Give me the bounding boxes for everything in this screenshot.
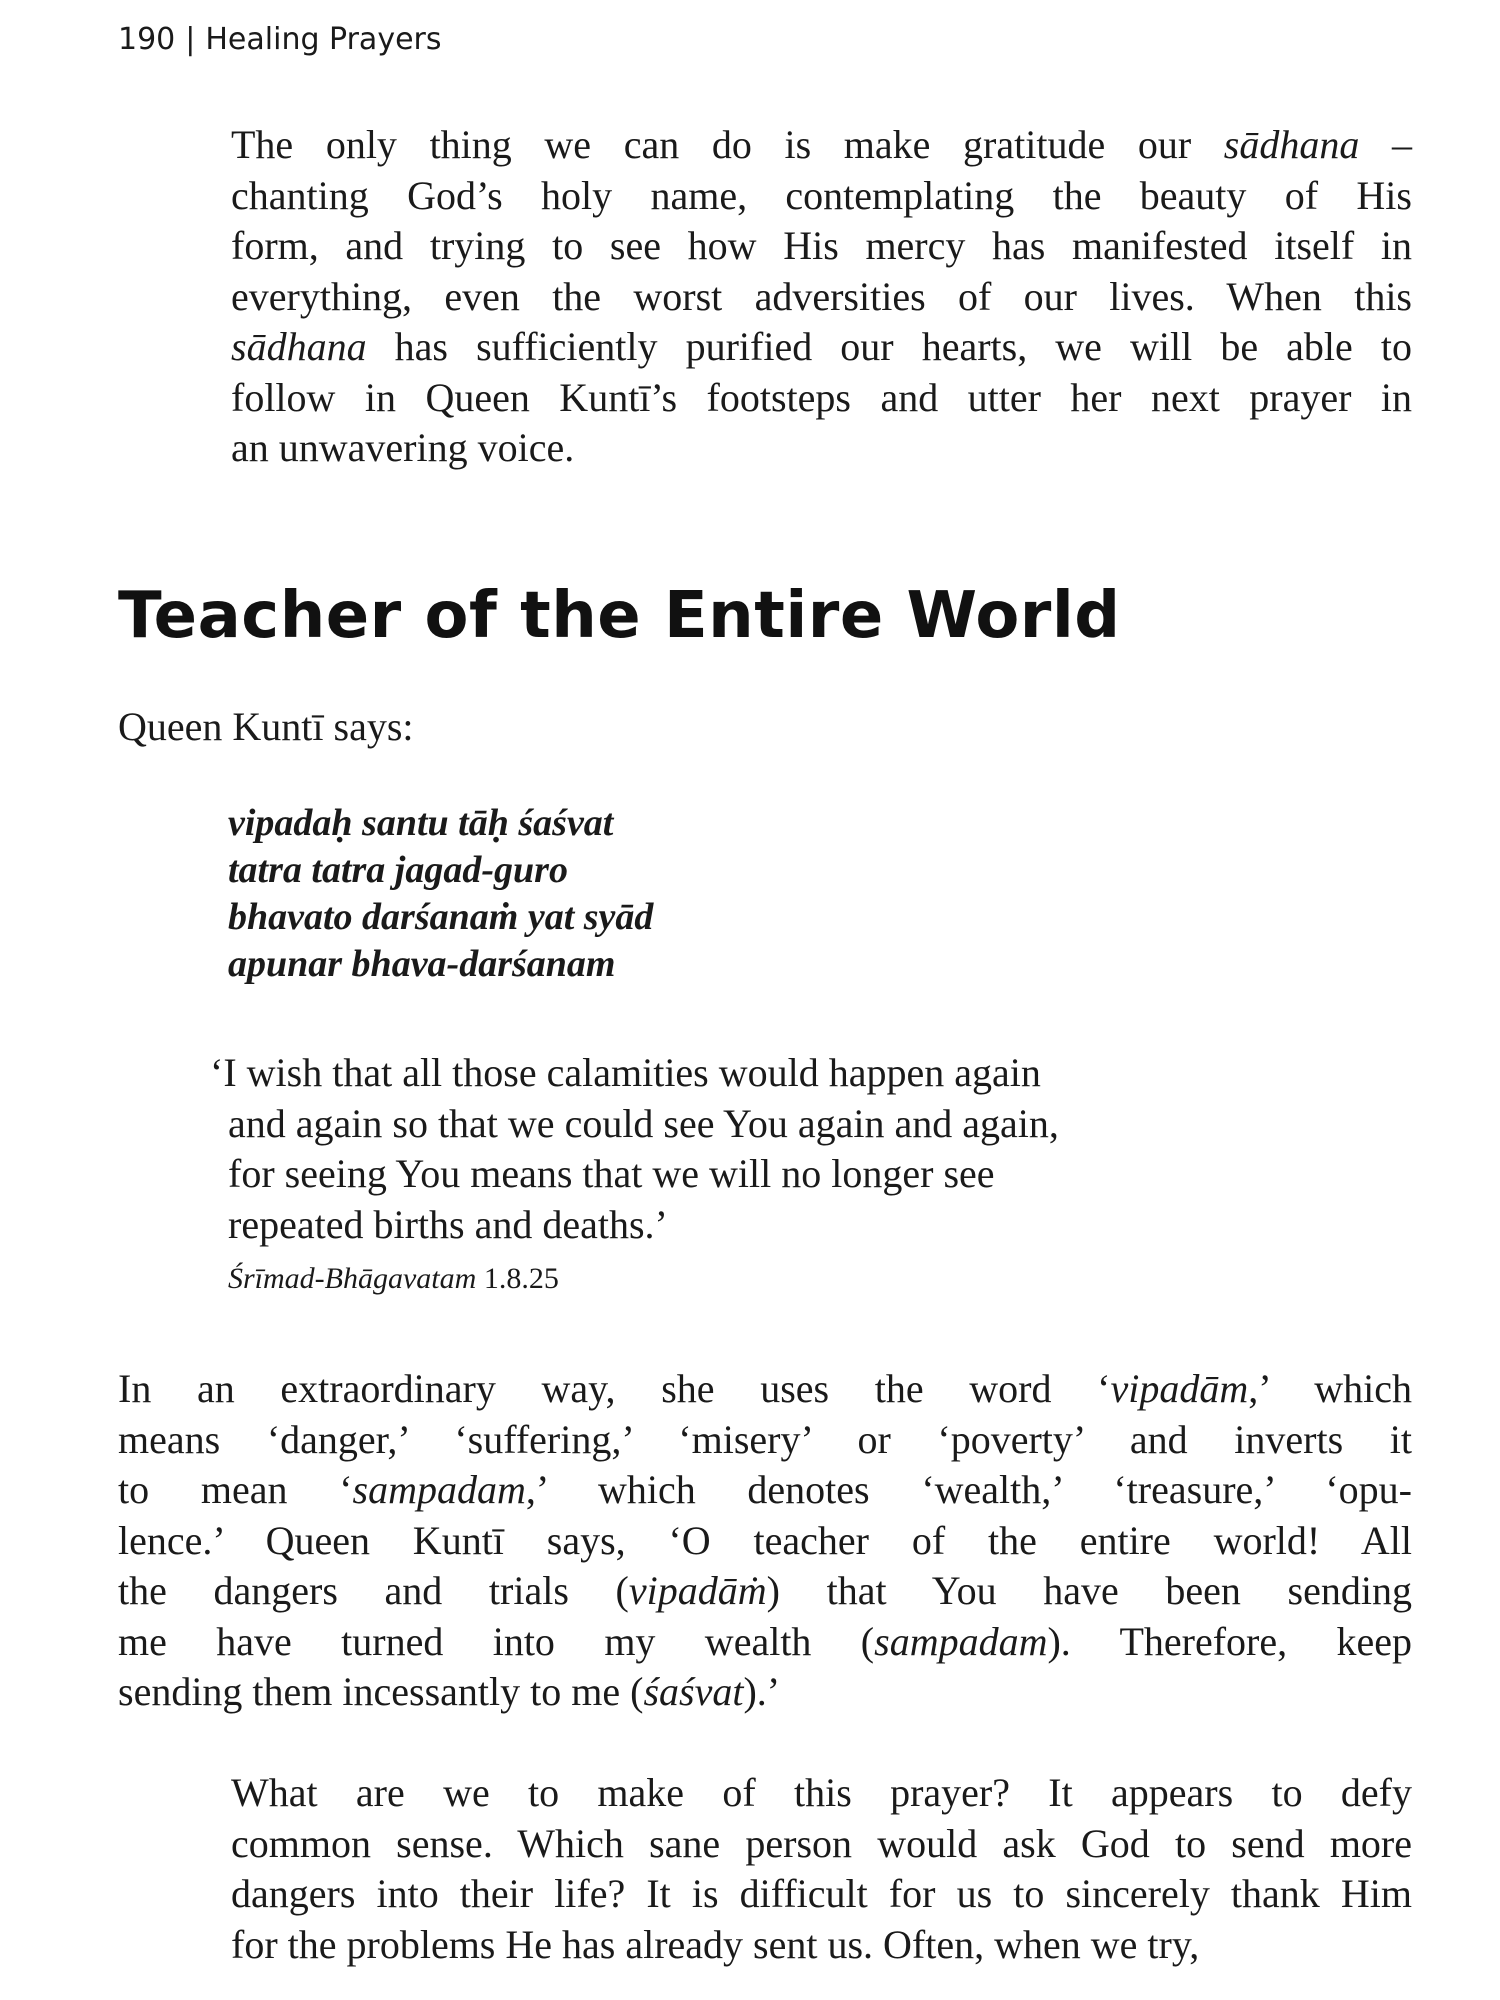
text-line: an unwavering voice. — [231, 425, 575, 470]
text-line: sending them incessantly to me (śaśvat).’ — [118, 1669, 781, 1714]
italic-term: sampadam — [874, 1618, 1048, 1664]
text-line: the dangers and trials (vipadāṁ) that You have been sending — [118, 1568, 1412, 1613]
italic-term: sampadam — [352, 1467, 526, 1512]
citation-source: Śrīmad-Bhāgavatam — [228, 1262, 477, 1295]
text-line: everything, even the worst adversities of our lives. When this — [231, 273, 1412, 319]
italic-term: vipadāṁ — [628, 1568, 767, 1613]
text-line: follow in Queen Kuntī’s footsteps and utter her next prayer in — [231, 374, 1412, 420]
text-line: sādhana has sufficiently purified our hearts, we will be able to — [231, 324, 1412, 369]
text-line: The only thing we can do is make gratitude our sādhana – — [231, 122, 1413, 167]
italic-term: śaśvat — [643, 1669, 744, 1714]
text-line: common sense. Which sane person would ask God to send more — [231, 1820, 1412, 1866]
italic-term: sādhana — [231, 324, 367, 369]
verse-citation — [228, 1260, 559, 1298]
running-head — [118, 22, 442, 57]
text-line: What are we to make of this prayer? It appears to defy — [231, 1770, 1412, 1815]
text-line: means ‘danger,’ ‘suffering,’ ‘misery’ or ‘poverty’ and inverts it — [118, 1416, 1412, 1462]
section-intro: Queen Kuntī says: — [118, 704, 414, 749]
verse-line: tatra tatra jagad-guro — [228, 849, 568, 891]
verse-line: vipadaḥ santu tāḥ śaśvat — [228, 802, 614, 844]
text-line: chanting God’s holy name, contemplating the beauty of His — [231, 172, 1412, 218]
section-heading: Teacher of the Entire World — [118, 579, 1121, 653]
text-line: form, and trying to see how His mercy has manifested itself in — [231, 223, 1412, 268]
translation-line: for seeing You means that we will no longer see — [228, 1151, 995, 1196]
italic-term: sādhana — [1223, 122, 1360, 167]
translation-line: and again so that we could see You again and again, — [228, 1100, 1059, 1146]
verse-line: apunar bhava-darśanam — [228, 943, 616, 985]
text-line: In an extraordinary way, she uses the word ‘vipadām,’ which — [118, 1366, 1413, 1411]
verse-translation — [210, 1048, 1059, 1250]
text-line: me have turned into my wealth (sampadam). Therefore, keep — [118, 1618, 1413, 1664]
text-line: lence.’ Queen Kuntī says, ‘O teacher of the entire world! All — [118, 1517, 1412, 1563]
text-line: dangers into their life? It is difficult for us to sincerely thank Him — [231, 1871, 1412, 1916]
paragraph-vipadam — [118, 1364, 1412, 1718]
paragraph-gratitude — [118, 120, 1412, 474]
header-separator: | — [185, 22, 196, 57]
translation-line: repeated births and deaths.’ — [228, 1201, 668, 1247]
verse-line: bhavato darśanaṁ yat syād — [228, 896, 654, 938]
text-line: for the problems He has already sent us. Often, when we try, — [231, 1921, 1200, 1967]
italic-term: vipadām — [1110, 1366, 1249, 1411]
paragraph-common-sense — [118, 1768, 1412, 1970]
book-title: Healing Prayers — [205, 22, 442, 57]
translation-line: ‘I wish that all those calamities would happen again — [210, 1050, 1041, 1095]
citation-reference: 1.8.25 — [483, 1262, 559, 1295]
page-number: 190 — [118, 22, 176, 57]
text-line: to mean ‘sampadam,’ which denotes ‘wealth,’ ‘treasure,’ ‘opu- — [118, 1467, 1412, 1512]
sanskrit-verse — [228, 800, 653, 988]
